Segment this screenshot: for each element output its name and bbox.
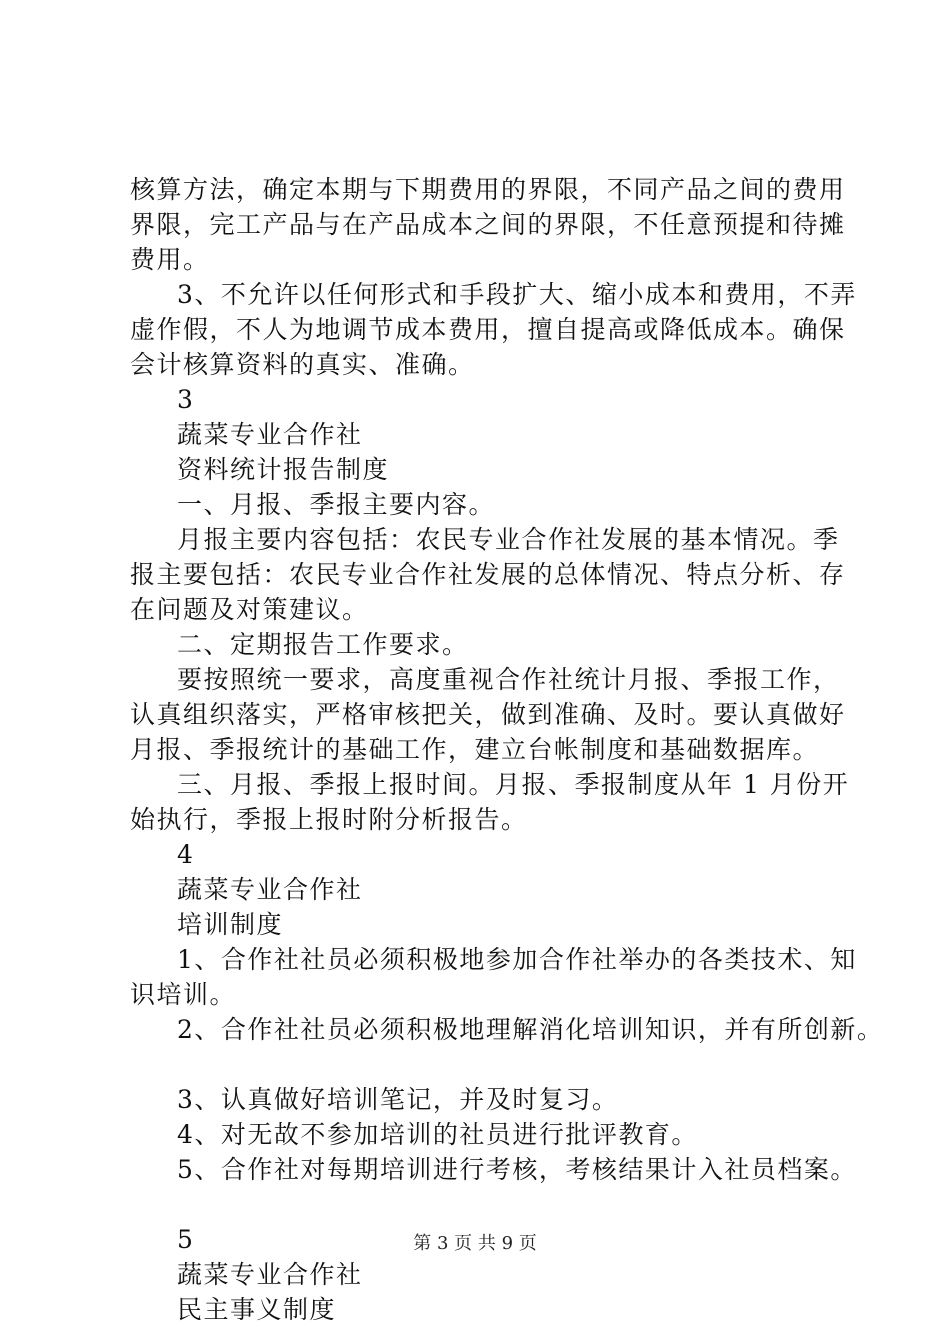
text-line: 要按照统一要求，高度重视合作社统计月报、季报工作， [177, 665, 840, 694]
text-line: 蔬菜专业合作社 [177, 875, 363, 904]
text-line: 蔬菜专业合作社 [177, 420, 363, 449]
text-line: 报主要包括：农民专业合作社发展的总体情况、特点分析、存 [130, 560, 846, 589]
text-line: 会计核算资料的真实、准确。 [130, 350, 475, 379]
blank-line [130, 1047, 860, 1082]
text-line: 培训制度 [177, 910, 284, 939]
text-line: 费用。 [130, 245, 210, 274]
document-body [130, 172, 884, 1327]
text-line: 始执行，季报上报时附分析报告。 [130, 805, 528, 834]
text-line: 3、不允许以任何形式和手段扩大、缩小成本和费用，不弄 [177, 280, 857, 309]
page-footer: 第 3 页 共 9 页 [413, 1233, 537, 1254]
text-line: 4、对无故不参加培训的社员进行批评教育。 [177, 1120, 698, 1149]
text-line: 3 [177, 385, 195, 414]
text-line: 二、定期报告工作要求。 [177, 630, 469, 659]
text-line: 一、月报、季报主要内容。 [177, 490, 496, 519]
text-line: 民主事义制度 [177, 1295, 337, 1324]
text-line: 5、合作社对每期培训进行考核，考核结果计入社员档案。 [177, 1155, 857, 1184]
text-line: 5 [177, 1225, 195, 1254]
text-line: 4 [177, 840, 195, 869]
text-line: 3、认真做好培训笔记，并及时复习。 [177, 1085, 619, 1114]
text-line: 蔬菜专业合作社 [177, 1260, 363, 1289]
text-line: 核算方法，确定本期与下期费用的界限，不同产品之间的费用 [130, 175, 846, 204]
text-line: 识培训。 [130, 980, 237, 1009]
blank-line [130, 1187, 860, 1222]
text-line: 三、月报、季报上报时间。月报、季报制度从年 1 月份开 [177, 770, 850, 799]
text-line: 2、合作社社员必须积极地理解消化培训知识，并有所创新。 [177, 1015, 884, 1044]
text-line: 资料统计报告制度 [177, 455, 390, 484]
text-line: 在问题及对策建议。 [130, 595, 369, 624]
text-line: 月报主要内容包括：农民专业合作社发展的基本情况。季 [177, 525, 840, 554]
text-line: 月报、季报统计的基础工作，建立台帐制度和基础数据库。 [130, 735, 820, 764]
text-line: 虚作假，不人为地调节成本费用，擅自提高或降低成本。确保 [130, 315, 846, 344]
text-line: 界限，完工产品与在产品成本之间的界限，不任意预提和待摊 [130, 210, 846, 239]
text-line: 认真组织落实，严格审核把关，做到准确、及时。要认真做好 [130, 700, 846, 729]
text-line: 1、合作社社员必须积极地参加合作社举办的各类技术、知 [177, 945, 857, 974]
